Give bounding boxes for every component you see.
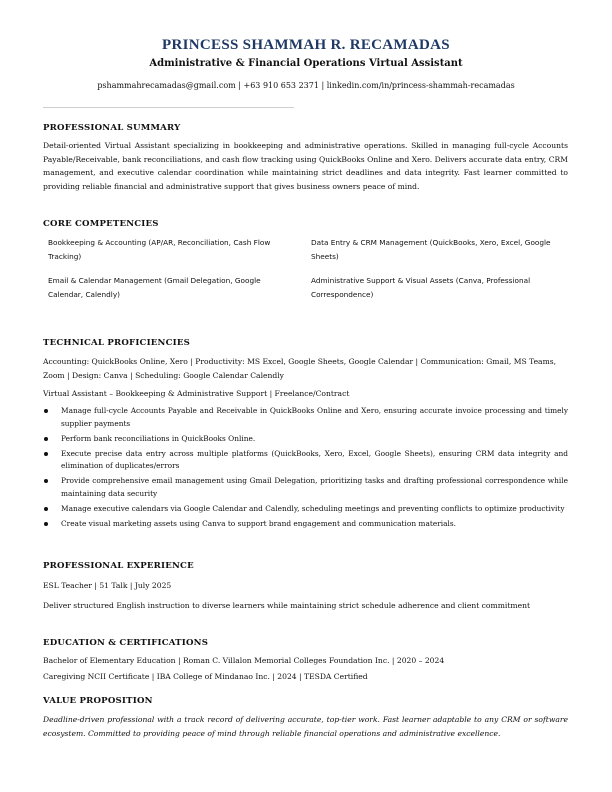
candidate-name: PRINCESS SHAMMAH R. RECAMADAS	[162, 37, 450, 53]
competency-item: Bookkeeping & Accounting (AP/AR, Reconciliation, Cash Flow Tracking)	[48, 238, 271, 261]
list-item: Manage full-cycle Accounts Payable and Receivable in QuickBooks Online and Xero, ensuring accurate invoice processing and timely supplier payments	[43, 405, 568, 430]
list-item: Perform bank reconciliations in QuickBooks Online.	[43, 433, 568, 446]
education-heading: EDUCATION & CERTIFICATIONS	[43, 638, 209, 648]
value-text: Deadline-driven professional with a track record of delivering accurate, top-tier work. Fast learner adaptable to any CRM or software ecosystem. Committed to providing peace of mind through reliable financial operations and administrative excellence.	[43, 715, 568, 738]
contact-line: pshammahrecamadas@gmail.com | +63 910 653 2371 | linkedin.com/in/princess-shammah-recamadas	[97, 81, 515, 90]
competencies-heading: CORE COMPETENCIES	[43, 219, 159, 229]
experience-text: Deliver structured English instruction to diverse learners while maintaining strict schedule adherence and client commitment	[43, 601, 531, 610]
bullet-icon	[44, 479, 48, 483]
value-heading: VALUE PROPOSITION	[43, 696, 153, 706]
bullet-icon	[44, 437, 48, 441]
va-role-line: Virtual Assistant – Bookkeeping & Administrative Support | Freelance/Contract	[43, 389, 350, 398]
bullet-icon	[44, 452, 48, 456]
education-item: Bachelor of Elementary Education | Roman C. Villalon Memorial Colleges Foundation Inc. | 2020 – 2024	[43, 656, 445, 665]
experience-role: ESL Teacher | 51 Talk | July 2025	[43, 581, 172, 590]
bullet-icon	[44, 522, 48, 526]
competency-item: Email & Calendar Management (Gmail Delegation, Google Calendar, Calendly)	[48, 276, 261, 299]
technical-text: Accounting: QuickBooks Online, Xero | Productivity: MS Excel, Google Sheets, Google Calendar | Communication: Gmail, MS Teams, Zoom | Design: Canva | Scheduling: Google Calendar Calendly	[43, 357, 557, 380]
list-item: Provide comprehensive email management using Gmail Delegation, prioritizing tasks and drafting professional correspondence while maintaining data security	[43, 475, 568, 500]
list-item: Create visual marketing assets using Canva to support brand engagement and communication materials.	[43, 518, 568, 531]
competency-item: Administrative Support & Visual Assets (Canva, Professional Correspondence)	[311, 276, 531, 299]
bullet-icon	[44, 409, 48, 413]
technical-heading: TECHNICAL PROFICIENCIES	[43, 338, 191, 348]
candidate-title: Administrative & Financial Operations Virtual Assistant	[149, 58, 463, 69]
responsibility-list	[43, 405, 568, 533]
bullet-icon	[44, 507, 48, 511]
list-item: Execute precise data entry across multiple platforms (QuickBooks, Xero, Excel, Google Sheets), ensuring CRM data integrity and elimination of duplicates/errors	[43, 448, 568, 473]
summary-heading: PROFESSIONAL SUMMARY	[43, 123, 181, 133]
summary-text: Detail-oriented Virtual Assistant specializing in bookkeeping and administrative operations. Skilled in managing full-cycle Accounts Payable/Receivable, bank reconciliations, and cash flow tracking using QuickBooks Online and Xero. Delivers accurate data entry, CRM management, and executive calendar coordination while maintaining strict deadlines and data integrity. Fast learner committed to providing reliable financial and administrative support that gives business owners peace of mind.	[43, 141, 568, 191]
education-item: Caregiving NCII Certificate | IBA College of Mindanao Inc. | 2024 | TESDA Certified	[43, 672, 368, 681]
header-divider	[43, 107, 294, 108]
competency-item: Data Entry & CRM Management (QuickBooks, Xero, Excel, Google Sheets)	[311, 238, 551, 261]
list-item: Manage executive calendars via Google Calendar and Calendly, scheduling meetings and preventing conflicts to optimize productivity	[43, 503, 568, 516]
experience-heading: PROFESSIONAL EXPERIENCE	[43, 561, 194, 571]
